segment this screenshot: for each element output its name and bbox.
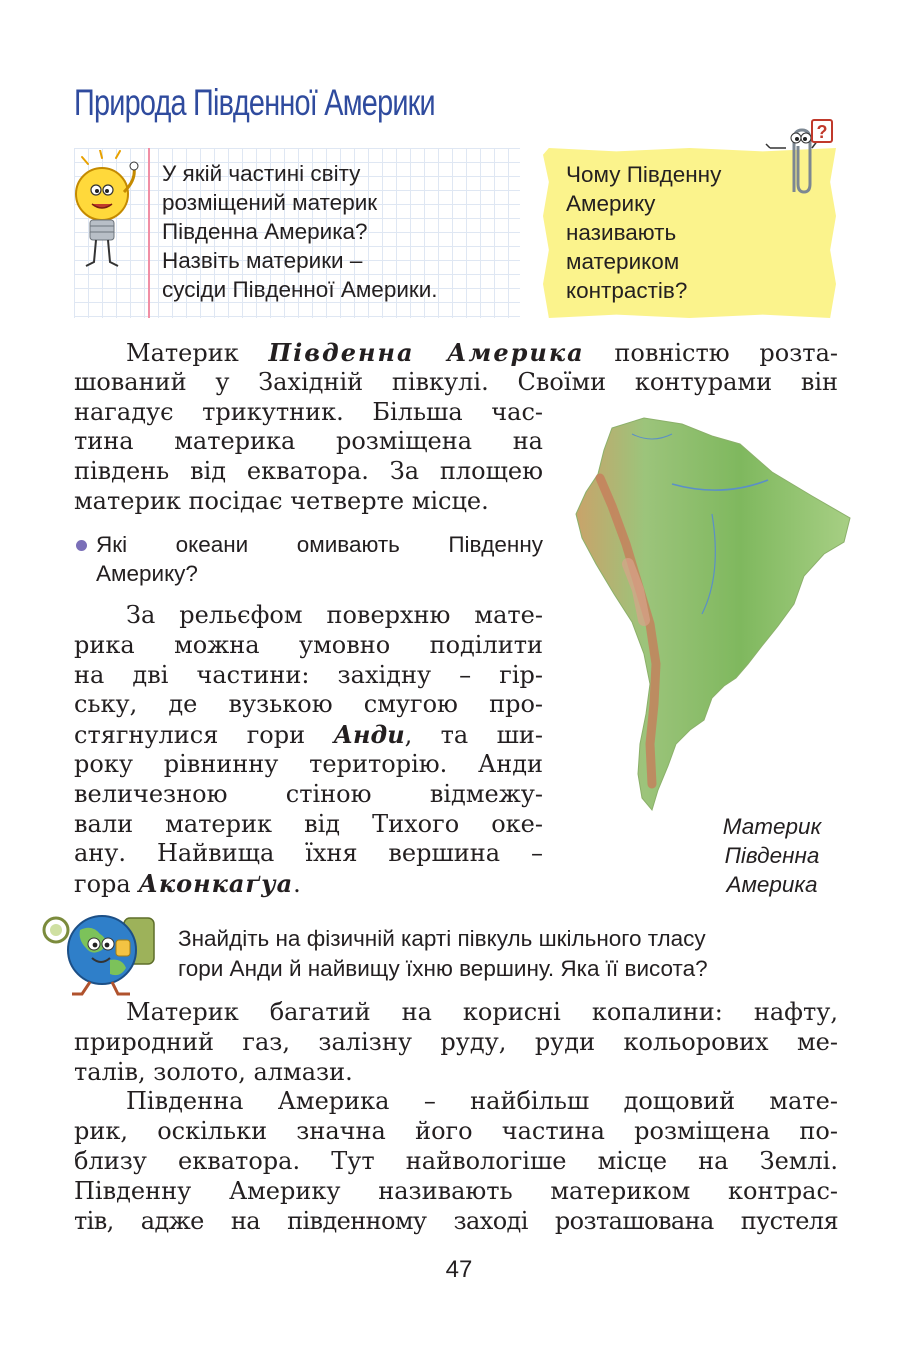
text-line: на дві частини: західну – гір- xyxy=(74,660,543,689)
sticky-note-text xyxy=(566,160,721,305)
lightbulb-mascot-icon xyxy=(74,150,146,276)
map-caption-line: Південна xyxy=(724,843,820,868)
text-line: нагадує трикутник. Більша час- xyxy=(74,397,543,426)
text-line: року рівнинну територію. Анди xyxy=(74,749,543,778)
page-number: 47 xyxy=(445,1256,473,1283)
text-line: вали материк від Тихого оке- xyxy=(74,809,543,838)
sticky-line: Чому Південну xyxy=(566,162,722,187)
text-line: рик, оскільки значна його частина розміщена по- xyxy=(74,1117,838,1146)
text-line: ану. Найвища їхня вершина – xyxy=(74,839,543,868)
paragraph-intro-cont xyxy=(74,398,543,517)
question-line: Південна Америка? xyxy=(162,219,368,244)
text-line: талів, золото, алмази. xyxy=(74,1057,353,1086)
text-line: Південну Америку називають материком контрас- xyxy=(74,1176,838,1205)
text-line: Знайдіть на фізичній карті півкуль шкільного тласу xyxy=(178,926,706,951)
question-line: сусіди Південної Америки. xyxy=(162,277,438,302)
paragraph-climate xyxy=(74,1087,838,1236)
paragraph-intro xyxy=(74,338,838,398)
south-america-physical-map xyxy=(572,414,854,812)
task-text xyxy=(178,924,708,984)
map-caption xyxy=(690,812,854,899)
text-line: шований у Західній півкулі. Своїми контурами він xyxy=(74,367,838,396)
question-text xyxy=(162,159,512,304)
globe-mascot-icon xyxy=(40,906,160,998)
question-bullet xyxy=(96,530,543,588)
map-caption-line: Материк xyxy=(722,814,822,839)
paragraph-minerals xyxy=(74,998,838,1087)
text-line: південь від екватора. За площею xyxy=(74,457,543,486)
text-line: Які океани омивають Південну xyxy=(96,532,543,557)
text-line: тів, адже на південному заході розташована пустеля xyxy=(74,1206,838,1235)
text-line: рика можна умовно поділити xyxy=(74,630,543,659)
sticky-line: контрастів? xyxy=(566,278,688,303)
text-line: величезною стіною відмежу- xyxy=(74,779,543,808)
bullet-icon xyxy=(76,540,87,551)
question-badge: ? xyxy=(816,122,828,142)
term-south-america: Південна Америка xyxy=(268,338,585,367)
text-line: Материк Південна Америка повністю розта- xyxy=(126,338,838,367)
map-caption-line: Америка xyxy=(726,872,818,897)
text-line: За рельєфом поверхню мате- xyxy=(126,601,543,629)
text-line: природний газ, залізну руду, руди кольорових ме- xyxy=(74,1027,838,1056)
text-line: гора Аконкаґуа. xyxy=(74,869,301,899)
term-aconcagua: Аконкаґуа xyxy=(138,869,294,899)
question-line: Назвіть материки – xyxy=(162,248,363,273)
question-line: розміщений материк xyxy=(162,190,378,215)
paperclip-mascot-icon xyxy=(762,118,836,198)
text-line: ську, де вузькою смугою про- xyxy=(74,690,543,719)
page-title: Природа Південної Америки xyxy=(74,82,435,123)
text-line: Південна Америка – найбільш дощовий мате- xyxy=(126,1087,838,1116)
question-box xyxy=(74,148,520,318)
question-line: У якій частині світу xyxy=(162,161,361,186)
term-andes: Анди xyxy=(333,720,405,750)
sticky-line: Америку xyxy=(566,191,656,216)
text-line: материк посідає четверте місце. xyxy=(74,486,489,515)
paragraph-relief xyxy=(74,601,543,899)
text-line: тина материка розміщена на xyxy=(74,427,543,456)
margin-rule xyxy=(148,148,150,318)
text-line: Материк багатий на корисні копалини: нафту, xyxy=(126,998,838,1026)
text-line: Америку? xyxy=(96,561,198,586)
sticky-line: називають xyxy=(566,220,677,245)
text-line: стягнулися гори Анди, та ши- xyxy=(74,720,543,750)
text-line: гори Анди й найвищу їхню вершину. Яка її висота? xyxy=(178,956,708,981)
text-line: близу екватора. Тут найвологіше місце на Землі. xyxy=(74,1146,838,1175)
sticky-line: материком xyxy=(566,249,680,274)
